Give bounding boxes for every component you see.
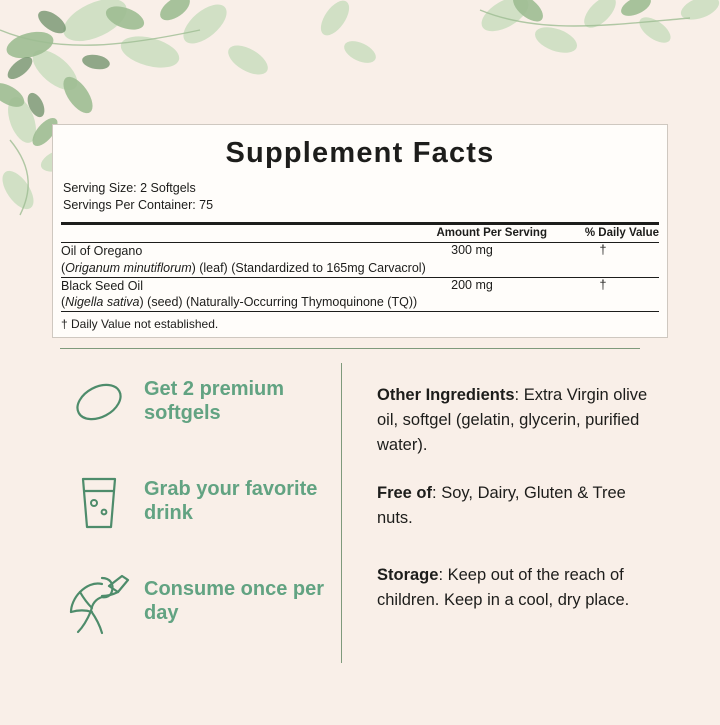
latin-name: Origanum minutiflorum — [65, 260, 192, 275]
nutrition-table — [61, 225, 659, 242]
usage-step-2-label: Grab your favorite drink — [144, 478, 318, 524]
serving-size: Serving Size: 2 Softgels — [63, 181, 196, 195]
nutrition-row-2 — [61, 278, 659, 312]
nutrient-daily-value: † — [599, 277, 607, 292]
serving-info — [53, 180, 667, 218]
nutrient-daily-value: † — [599, 242, 607, 257]
other-ingredients-paragraph — [377, 383, 660, 457]
sub-suffix: ) (seed) (Naturally-Occurring Thymoquinone (TQ)) — [139, 295, 418, 310]
free-of-separator: : — [432, 484, 442, 503]
softgel-capsule-icon — [60, 363, 138, 441]
free-of-body: Soy, Dairy, Gluten & Tree nuts. — [377, 484, 626, 527]
header-spacer — [61, 225, 397, 242]
nutrient-subtext — [61, 260, 659, 277]
daily-value-footnote: † Daily Value not established. — [61, 317, 219, 332]
usage-step-3 — [60, 563, 333, 641]
supplement-facts-panel — [52, 124, 668, 338]
storage-heading: Storage — [377, 565, 439, 584]
sub-prefix: ( — [61, 260, 66, 275]
storage-paragraph — [377, 563, 660, 613]
person-drinking-icon — [60, 563, 138, 641]
free-of-paragraph — [377, 481, 660, 531]
section-divider — [60, 348, 640, 349]
nutrient-name: Black Seed Oil — [61, 278, 143, 293]
sub-suffix: ) (leaf) (Standardized to 165mg Carvacrol) — [191, 260, 426, 275]
table-row-sub — [61, 294, 659, 311]
table-row — [61, 278, 659, 295]
header-daily-value: % Daily Value — [584, 226, 659, 239]
nutrient-amount: 200 mg — [451, 277, 493, 292]
table-row — [61, 243, 659, 260]
header-amount-per-serving: Amount Per Serving — [436, 226, 547, 239]
usage-step-1 — [60, 363, 333, 441]
other-ingredients-body: Extra Virgin olive oil, softgel (gelatin, glycerin, purified water). — [377, 386, 648, 454]
other-ingredients-separator: : — [514, 386, 524, 404]
nutrient-name: Oil of Oregano — [61, 243, 143, 258]
drinking-glass-icon — [60, 463, 138, 541]
usage-step-2 — [60, 463, 333, 541]
table-row-sub — [61, 260, 659, 277]
paragraph-spacer — [377, 555, 660, 563]
usage-steps — [60, 363, 342, 663]
storage-body: Keep out of the reach of children. Keep in a cool, dry place. — [377, 565, 630, 609]
latin-name: Nigella sativa — [65, 295, 140, 310]
page-title: Supplement Facts — [225, 137, 495, 169]
other-ingredients-heading: Other Ingredients — [377, 386, 515, 404]
storage-separator: : — [438, 565, 448, 584]
table-header-row — [61, 225, 659, 242]
usage-step-1-label: Get 2 premium softgels — [144, 378, 285, 424]
sub-prefix: ( — [61, 295, 66, 310]
nutrition-row-1 — [61, 243, 659, 277]
free-of-heading: Free of — [377, 484, 433, 503]
usage-section — [60, 348, 660, 663]
servings-per-container: Servings Per Container: 75 — [63, 197, 214, 212]
usage-step-3-label: Consume once per day — [144, 578, 325, 624]
nutrient-amount: 300 mg — [451, 242, 493, 257]
nutrient-subtext — [61, 294, 659, 311]
product-info — [342, 363, 660, 663]
